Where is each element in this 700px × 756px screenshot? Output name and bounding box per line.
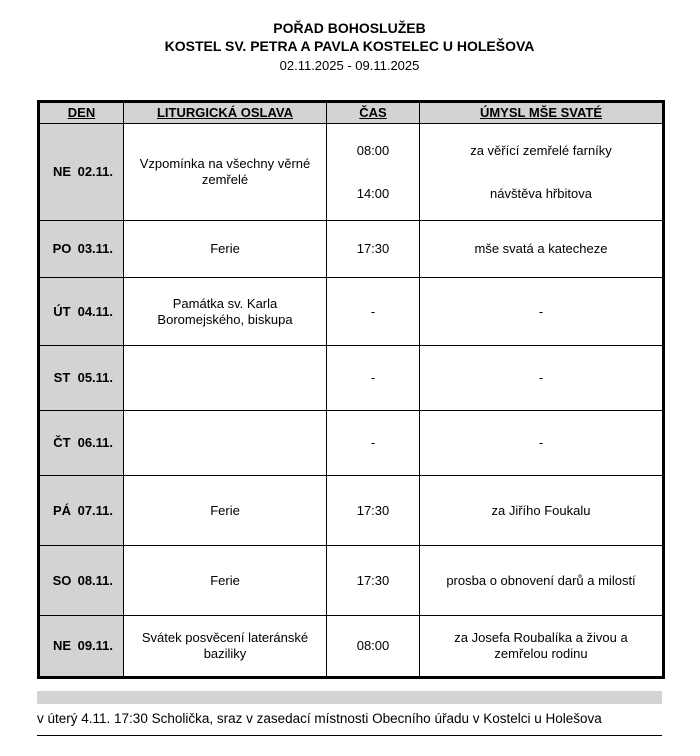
day-cell — [39, 221, 124, 278]
table-row — [39, 546, 664, 616]
time-cell: 08:00 — [327, 616, 420, 678]
day-cell — [39, 346, 124, 411]
celebration-cell: Vzpomínka na všechny věrné zemřelé — [124, 124, 327, 221]
time-cell: 17:30 — [327, 476, 420, 546]
day-date: 08.11. — [77, 572, 114, 588]
celebration-cell: Ferie — [124, 546, 327, 616]
page-title: POŘAD BOHOSLUŽEB — [273, 20, 426, 36]
celebration-cell — [124, 346, 327, 411]
table-row — [39, 476, 664, 546]
table-row — [39, 124, 664, 221]
time-value: 08:00 — [356, 142, 390, 158]
divider-bar — [37, 691, 662, 704]
time-cell: 17:30 — [327, 221, 420, 278]
day-date: 05.11. — [77, 370, 114, 385]
intention-cell: za Jiřího Foukalu — [420, 476, 664, 546]
day-cell — [39, 278, 124, 346]
intention-cell: - — [420, 346, 664, 411]
table-row — [39, 411, 664, 476]
day-abbr: PO — [52, 241, 72, 256]
date-range: 02.11.2025 - 09.11.2025 — [279, 58, 420, 73]
column-header-day: DEN — [39, 102, 124, 124]
time-cell: - — [327, 346, 420, 411]
day-cell — [39, 616, 124, 678]
time-cell — [327, 124, 420, 221]
table-header-row — [39, 102, 664, 124]
day-abbr: ČT — [53, 435, 71, 450]
day-abbr: NE — [52, 638, 71, 653]
table-row — [39, 616, 664, 678]
intention-cell: mše svatá a katecheze — [420, 221, 664, 278]
day-cell — [39, 546, 124, 616]
table-row — [39, 221, 664, 278]
day-date: 09.11. — [77, 638, 114, 653]
celebration-cell: Památka sv. Karla Boromejského, biskupa — [124, 278, 327, 346]
celebration-cell: Svátek posvěcení lateránské baziliky — [124, 616, 327, 678]
schedule-table — [37, 100, 665, 679]
time-cell: - — [327, 411, 420, 476]
column-header-celebration: LITURGICKÁ OSLAVA — [124, 102, 327, 124]
day-date: 06.11. — [77, 435, 114, 450]
column-header-time: ČAS — [327, 102, 420, 124]
column-header-intention: ÚMYSL MŠE SVATÉ — [420, 102, 664, 124]
day-date: 07.11. — [77, 502, 114, 518]
title-block — [37, 20, 662, 74]
time-cell: 17:30 — [327, 546, 420, 616]
day-cell — [39, 411, 124, 476]
celebration-cell — [124, 411, 327, 476]
intention-cell — [420, 124, 664, 221]
intention-cell: za Josefa Roubalíka a živou a zemřelou rodinu — [420, 616, 664, 678]
intention-cell: prosba o obnovení darů a milostí — [420, 546, 664, 616]
day-abbr: ST — [53, 370, 71, 385]
celebration-cell: Ferie — [124, 221, 327, 278]
day-cell — [39, 476, 124, 546]
intention-value: návštěva hřbitova — [490, 185, 592, 201]
footer-note: v úterý 4.11. 17:30 Scholička, sraz v zasedací místnosti Obecního úřadu v Kostelci u Holešova — [37, 704, 662, 736]
table-row — [39, 278, 664, 346]
day-abbr: NE — [52, 164, 71, 179]
day-date: 04.11. — [77, 303, 114, 319]
day-date: 03.11. — [77, 241, 114, 256]
time-value: 14:00 — [356, 185, 390, 201]
intention-cell: - — [420, 411, 664, 476]
time-cell: - — [327, 278, 420, 346]
intention-value: za věřící zemřelé farníky — [470, 142, 612, 158]
day-date: 02.11. — [77, 164, 114, 179]
day-abbr: PÁ — [52, 502, 71, 518]
page-subtitle: KOSTEL SV. PETRA A PAVLA KOSTELEC U HOLEŠOVA — [164, 38, 535, 54]
day-cell — [39, 124, 124, 221]
table-row — [39, 346, 664, 411]
day-abbr: ÚT — [53, 303, 71, 319]
intention-cell: - — [420, 278, 664, 346]
celebration-cell: Ferie — [124, 476, 327, 546]
day-abbr: SO — [52, 572, 72, 588]
